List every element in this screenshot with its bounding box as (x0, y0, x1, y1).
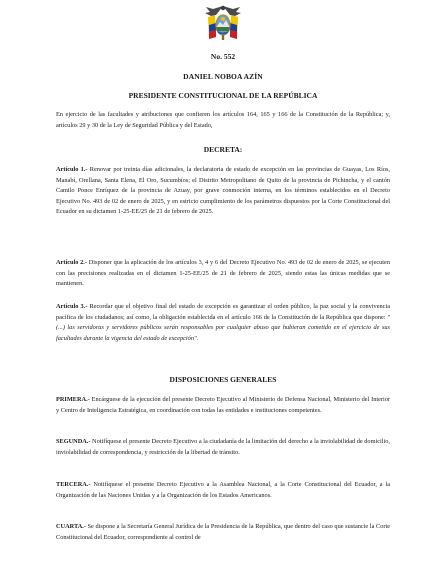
disposition-cuarta (56, 522, 390, 543)
president-title: PRESIDENTE CONSTITUCIONAL DE LA REPÚBLICA (128, 91, 318, 100)
president-name: DANIEL NOBOA AZÍN (183, 72, 263, 81)
general-dispositions-heading: DISPOSICIONES GENERALES (169, 375, 277, 384)
article-1 (56, 165, 390, 218)
article-3-tail: . (196, 334, 199, 342)
disposition-primera-text: Encárguese de la ejecución del presente Decreto Ejecutivo al Ministerio de Defensa Nacional, Ministerio del Interior y Centro de Inteligencia Estratégica, en coordinación con todas las entidades e instituciones competentes. (56, 396, 390, 414)
disposition-segunda-text: Notifíquese el presente Decreto Ejecutivo a la ciudadanía de la limitación del derecho a la inviolabilidad de domicilio, inviolabilidad de correspondencia, y restricción de la libertad de tránsito. (56, 438, 390, 456)
disposition-segunda (56, 437, 390, 458)
article-2-label: Artículo 2.- (56, 259, 87, 266)
decreta-heading: DECRETA: (203, 145, 243, 154)
disposition-cuarta-label: CUARTA.- (56, 523, 86, 530)
disposition-tercera-label: TERCERA.- (56, 481, 91, 488)
article-3-label: Artículo 3.- (56, 303, 88, 310)
article-2-text: Disponer que la aplicación de los artículos 3, 4 y 6 del Decreto Ejecutivo No. 493 de 02 de enero de 2025, se ejecuten con las precisiones realizadas en el dictamen 1-25-EE/25 de 21 de febrero de 2025, siendo estas las únicas medidas que se mantienen. (56, 259, 390, 288)
article-2 (56, 258, 390, 290)
article-3 (56, 302, 390, 344)
disposition-primera (56, 395, 390, 416)
article-3-text: Recordar que el objetivo final del estado de excepción es garantizar el orden público, la paz social y la convivencia pacífica de los ciudadanos; así como, la obligación establecida en el artículo 166 de la Constitución de la República que dispone: (56, 303, 390, 321)
disposition-segunda-label: SEGUNDA.- (56, 438, 91, 445)
article-1-label: Artículo 1.- (56, 166, 88, 173)
disposition-tercera (56, 480, 390, 501)
preamble-paragraph: En ejercicio de las facultades y atribuciones que confieren los artículos 164, 165 y 166 de la Constitución de la República; y, artículos 29 y 30 de la Ley de Seguridad Pública y del Estado, (56, 111, 390, 129)
article-1-text: Renovar por treinta días adicionales, la declaratoria de estado de excepción en las provincias de Guayas, Los Ríos, Manabí, Orellana, Santa Elena, El Oro, Sucumbíos; el Distrito Metropolitano de Quito de la provincia de Pichincha, y el cantón Camilo Ponce Enríquez de la provincia de Azuay, por grave conmoción interna, en los términos establecidos en el Decreto Ejecutivo No. 493 de 02 de enero de 2025, y en estricto cumplimiento de los parámetros dispuestos por la Corte Constitucional del Ecuador en su dictamen 1-25-EE/25 de 21 de febrero de 2025. (56, 166, 391, 216)
disposition-primera-label: PRIMERA.- (56, 396, 90, 403)
disposition-cuarta-text: Se dispone a la Secretaría General Jurídica de la Presidencia de la República, que dentro del caso que sustancie la Corte Constitucional del Ecuador, correspondiente al control de (56, 523, 390, 541)
article-3-quote: "(...) las servidoras y servidores públicos serán responsables por cualquier abuso que hubieran cometido en el ejercicio de sus facultades durante la vigencia del estado de excepción" (56, 313, 390, 342)
decree-number: No. 552 (210, 52, 236, 61)
disposition-tercera-text: Notifíquese el presente Decreto Ejecutivo a la Asamblea Nacional, a la Corte Constitucional del Ecuador, a la Organización de las Naciones Unidas y a la Organización de los Estados Americanos. (56, 481, 390, 499)
coat-of-arms-icon (203, 3, 243, 41)
